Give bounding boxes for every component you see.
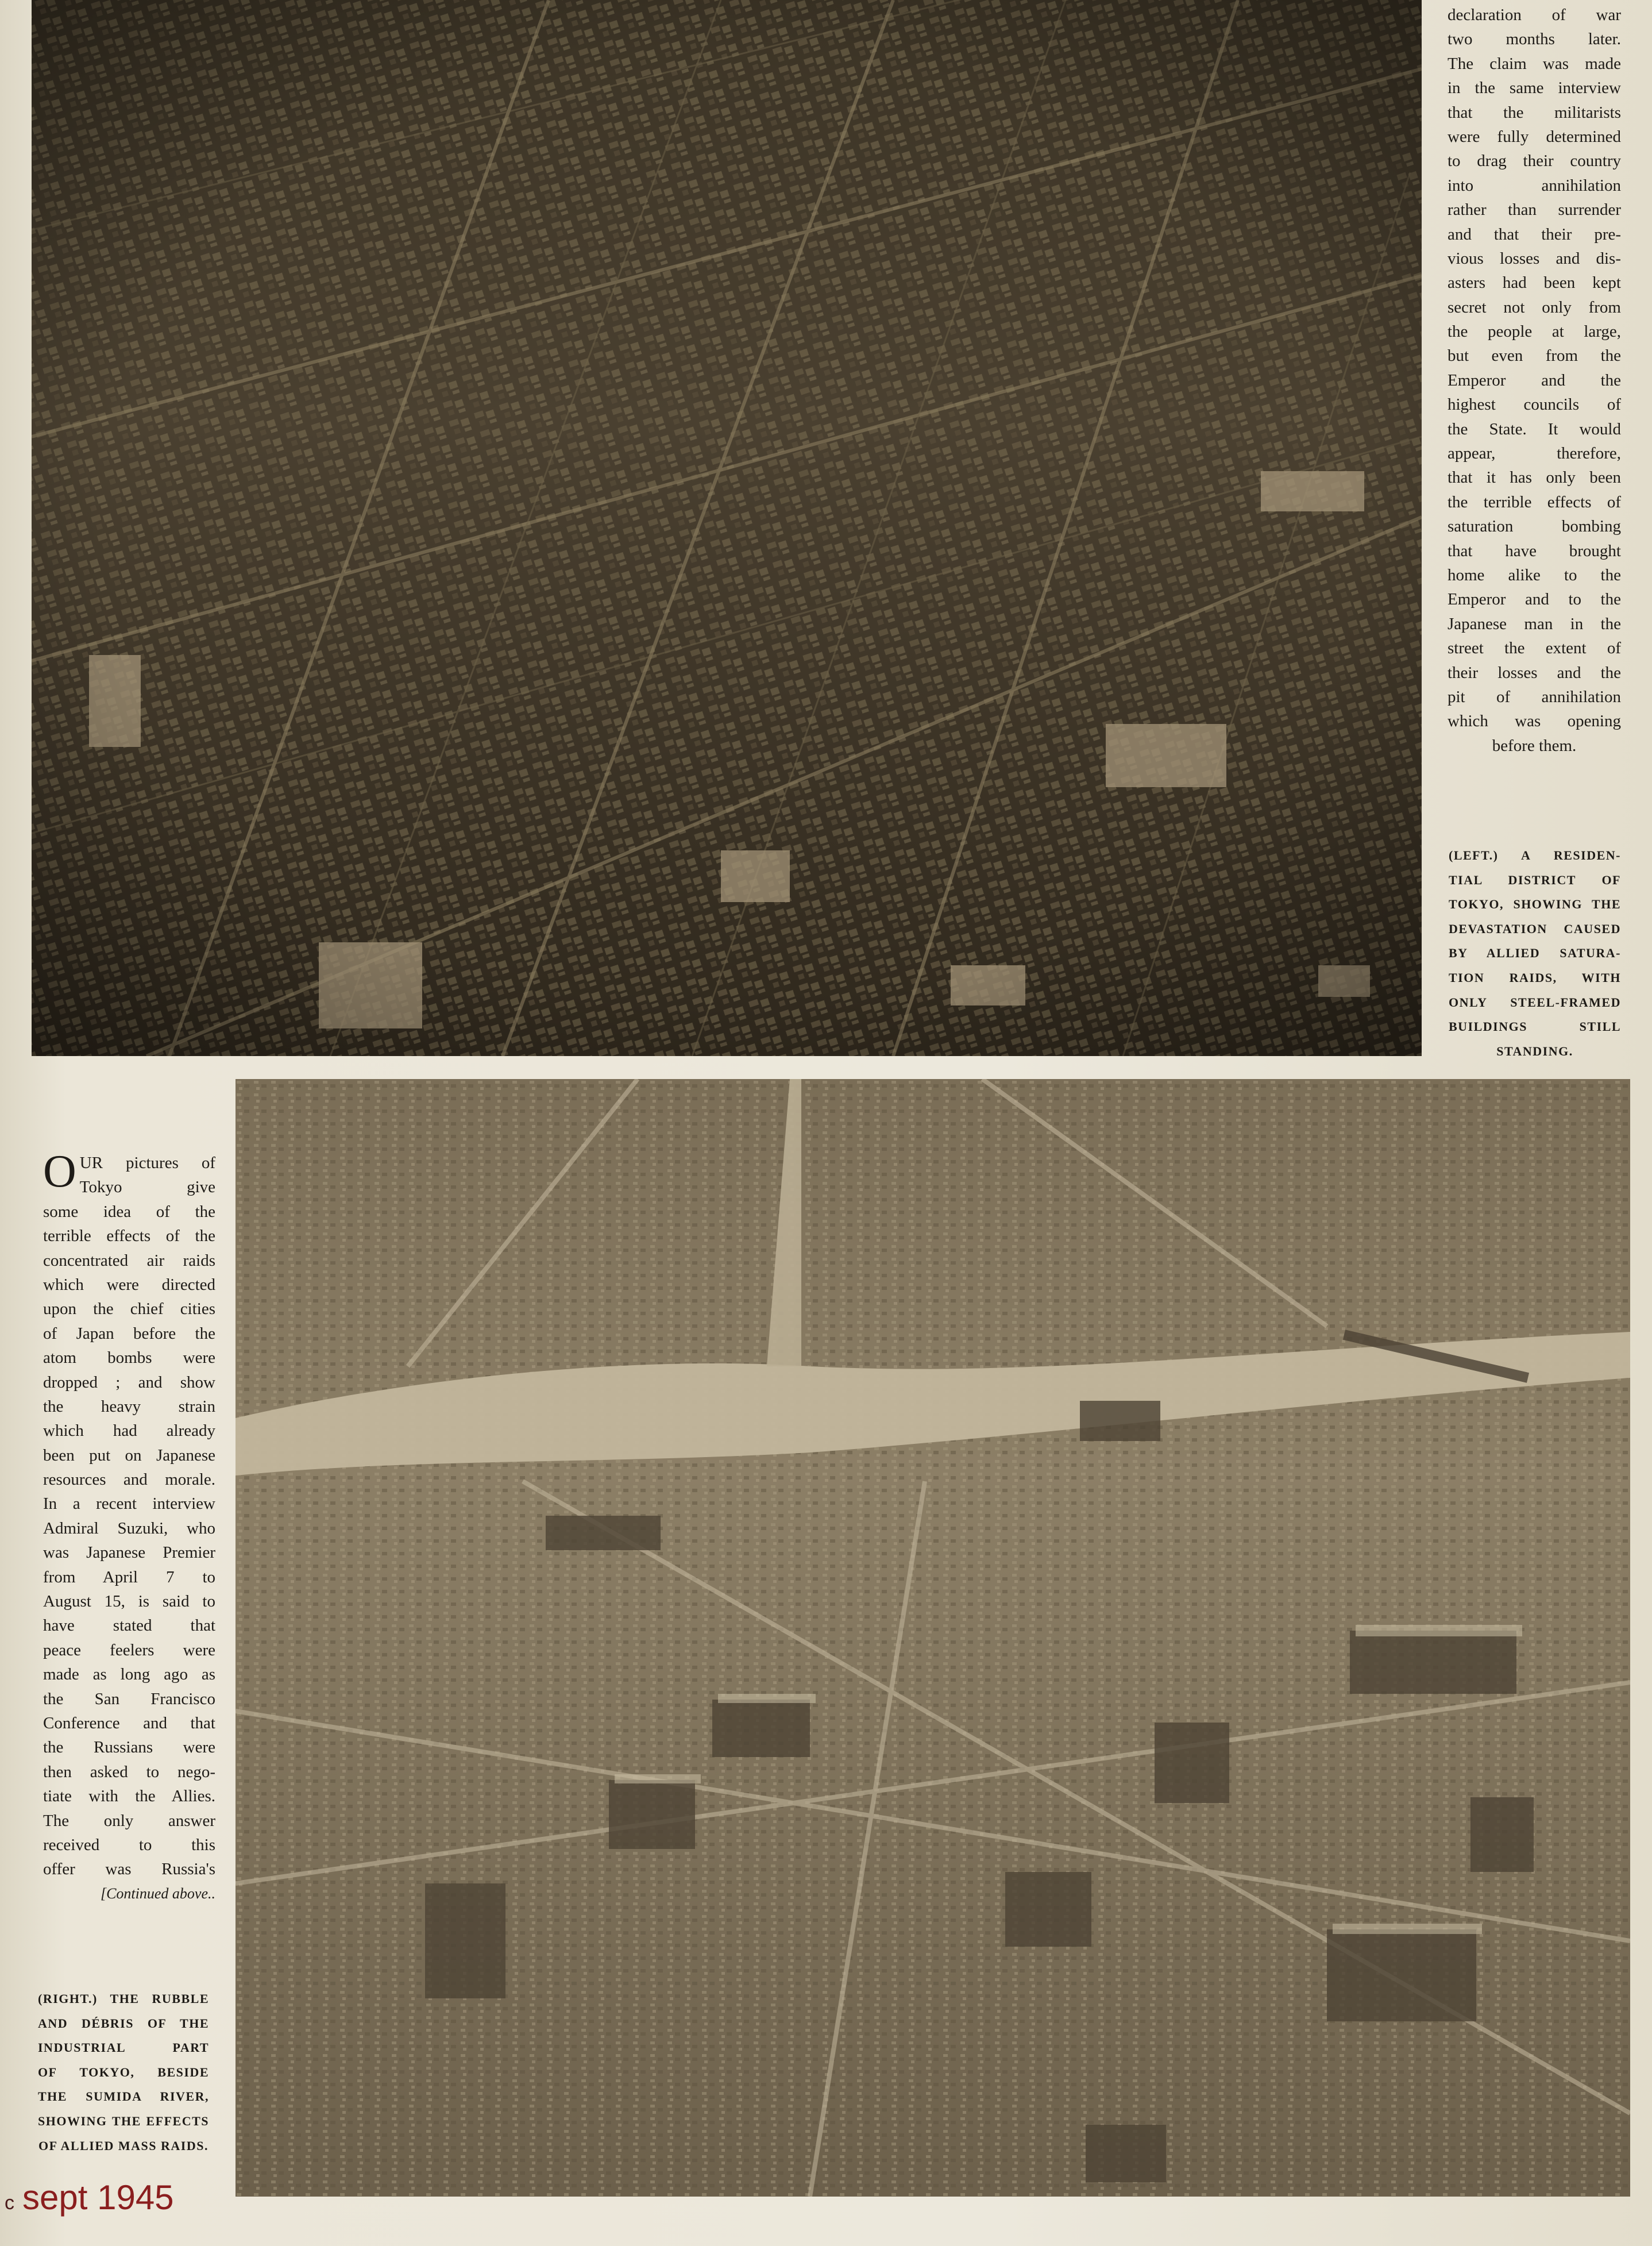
text-line: concentrated air raids (43, 1251, 215, 1270)
caption-line: (RIGHT.) THE RUBBLE (38, 1991, 209, 2006)
text-line: have stated that (43, 1616, 215, 1635)
caption-line: AND DÉBRIS OF THE (38, 2016, 209, 2031)
text-line: pit of annihilation (1448, 687, 1621, 706)
text-line: asters had been kept (1448, 273, 1621, 292)
caption-line: TOKYO, SHOWING THE (1449, 897, 1621, 912)
caption-line: OF ALLIED MASS RAIDS. (38, 2138, 209, 2153)
text-line: Emperor and to the (1448, 590, 1621, 609)
date-text: sept 1945 (22, 2178, 174, 2217)
caption-line: INDUSTRIAL PART (38, 2040, 209, 2055)
text-line: vious losses and dis- (1448, 249, 1621, 268)
text-line: to drag their country (1448, 152, 1621, 171)
continued-note: [Continued above.. (100, 1885, 215, 1902)
caption-line: DEVASTATION CAUSED (1449, 921, 1621, 936)
text-line: two months later. (1448, 30, 1621, 49)
text-line: which was opening (1448, 712, 1621, 731)
photo-caption-left (1449, 843, 1621, 1064)
text-line: the San Francisco (43, 1689, 215, 1708)
text-line: which had already (43, 1421, 215, 1440)
article-text-bottom-left (43, 1146, 215, 1906)
text-line: UR pictures of (79, 1154, 215, 1172)
text-line: peace feelers were (43, 1640, 215, 1659)
text-line: were fully determined (1448, 127, 1621, 146)
text-line: into annihilation (1448, 176, 1621, 195)
text-line: street the extent of (1448, 639, 1621, 658)
text-line: that it has only been (1448, 468, 1621, 487)
caption-line: SHOWING THE EFFECTS (38, 2113, 209, 2128)
text-line: tiate with the Allies. (43, 1787, 215, 1806)
text-line: Emperor and the (1448, 371, 1621, 390)
text-line: the terrible effects of (1448, 492, 1621, 511)
text-line: appear, therefore, (1448, 444, 1621, 463)
text-line: from April 7 to (43, 1567, 215, 1586)
text-line: offer was Russia's (43, 1860, 215, 1879)
caption-line: TION RAIDS, WITH (1449, 970, 1621, 985)
date-stamp (5, 2178, 174, 2217)
text-line: then asked to nego- (43, 1762, 215, 1781)
caption-line: BUILDINGS STILL (1449, 1019, 1621, 1034)
text-line: In a recent interview (43, 1494, 215, 1513)
text-line: made as long ago as (43, 1665, 215, 1684)
text-line: some idea of the (43, 1202, 215, 1221)
text-line: and that their pre- (1448, 225, 1621, 244)
caption-line: THE SUMIDA RIVER, (38, 2089, 209, 2104)
text-line: highest councils of (1448, 395, 1621, 414)
text-line: their losses and the (1448, 663, 1621, 682)
text-line: before them. (1492, 736, 1577, 755)
text-line: resources and morale. (43, 1470, 215, 1489)
text-line: been put on Japanese (43, 1446, 215, 1465)
text-line: Admiral Suzuki, who (43, 1519, 215, 1538)
aerial-photo-residential (32, 0, 1422, 1056)
caption-line: BY ALLIED SATURA- (1449, 946, 1621, 961)
text-line: terrible effects of the (43, 1227, 215, 1246)
text-line: dropped ; and show (43, 1373, 215, 1392)
drop-cap: O (43, 1146, 76, 1197)
text-line: received to this (43, 1835, 215, 1854)
text-line: secret not only from (1448, 298, 1621, 317)
caption-line: STANDING. (1496, 1043, 1573, 1058)
text-line: but even from the (1448, 346, 1621, 365)
text-line: The only answer (43, 1811, 215, 1830)
text-line: upon the chief cities (43, 1300, 215, 1319)
copyright-mark: c (5, 2192, 14, 2214)
article-text-top-right (1448, 3, 1621, 758)
text-line: rather than surrender (1448, 201, 1621, 219)
text-line: saturation bombing (1448, 517, 1621, 536)
caption-line: TIAL DISTRICT OF (1449, 872, 1621, 887)
text-line: atom bombs were (43, 1349, 215, 1367)
text-line: home alike to the (1448, 565, 1621, 584)
text-line: was Japanese Premier (43, 1543, 215, 1562)
text-line: the State. It would (1448, 419, 1621, 438)
text-line: Japanese man in the (1448, 614, 1621, 633)
text-line: which were directed (43, 1275, 215, 1294)
caption-line: OF TOKYO, BESIDE (38, 2064, 209, 2079)
text-line: in the same interview (1448, 79, 1621, 98)
text-line: the heavy strain (43, 1397, 215, 1416)
text-line: that the militarists (1448, 103, 1621, 122)
text-line: of Japan before the (43, 1324, 215, 1343)
text-line: August 15, is said to (43, 1592, 215, 1611)
text-line: declaration of war (1448, 6, 1621, 24)
text-line: The claim was made (1448, 54, 1621, 73)
text-line: Conference and that (43, 1713, 215, 1732)
caption-line: ONLY STEEL-FRAMED (1449, 995, 1621, 1010)
aerial-photo-sumida (236, 1079, 1630, 2197)
text-line: Tokyo give (79, 1178, 215, 1197)
photo-sumida-river-district (236, 1079, 1630, 2197)
caption-line: (LEFT.) A RESIDEN- (1449, 848, 1621, 862)
text-line: that have brought (1448, 541, 1621, 560)
photo-caption-right (38, 1987, 209, 2158)
text-line: the people at large, (1448, 322, 1621, 341)
photo-residential-district (32, 0, 1422, 1056)
text-line: the Russians were (43, 1738, 215, 1757)
